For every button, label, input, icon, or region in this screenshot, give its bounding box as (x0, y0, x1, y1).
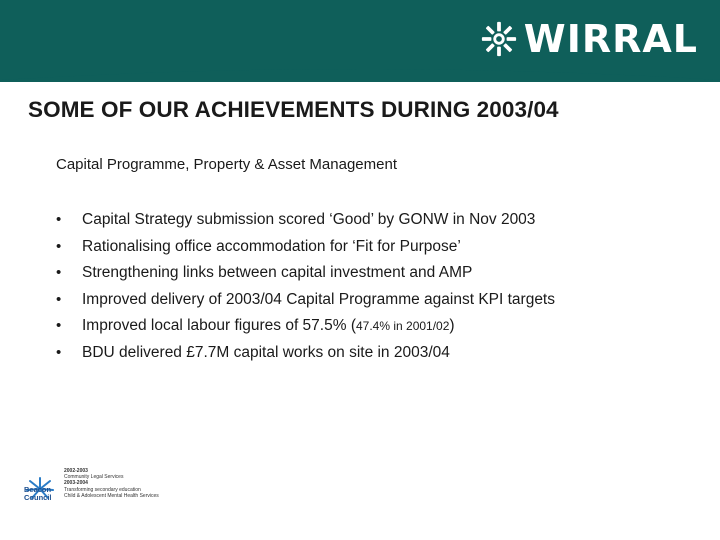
award-year: 2002-2003 (64, 468, 88, 474)
list-item (56, 291, 555, 318)
beacon-council-badge (24, 464, 174, 516)
list-item-text: Improved delivery of 2003/04 Capital Programme against KPI targets (82, 290, 555, 308)
wirral-logo (480, 14, 698, 64)
list-item (56, 211, 555, 238)
award-text: Child & Adolescent Mental Health Services (64, 492, 159, 499)
list-item-tail: ) (449, 317, 455, 334)
beacon-line-1: Beacon (24, 485, 52, 494)
header-curve (0, 62, 720, 92)
bullet-icon: • (56, 343, 62, 361)
achievement-list (56, 211, 555, 370)
bullet-icon: • (56, 237, 62, 255)
beacon-name (24, 486, 52, 502)
beacon-award-list (64, 468, 159, 499)
list-item-text: Rationalising office accommodation for ‘Fit for Purpose’ (82, 237, 461, 255)
beacon-line-2: Council (24, 493, 52, 502)
bullet-icon: • (56, 211, 62, 228)
slide-title: SOME OF OUR ACHIEVEMENTS DURING 2003/04 (28, 97, 559, 122)
list-item-text: BDU delivered £7.7M capital works on site in 2003/04 (82, 343, 450, 361)
list-item (56, 238, 555, 265)
award-year: 2003-2004 (64, 480, 88, 487)
list-item-note: 47.4% in 2001/02 (355, 319, 450, 333)
list-item (56, 344, 555, 371)
award-text: Community Legal Services (64, 474, 124, 481)
list-item-text (82, 317, 455, 335)
list-item-text: Strengthening links between capital investment and AMP (82, 264, 473, 281)
slide-subtitle: Capital Programme, Property & Asset Management (56, 156, 397, 173)
list-item-text: Capital Strategy submission scored ‘Good’ by GONW in Nov 2003 (82, 211, 536, 228)
bullet-icon: • (56, 264, 62, 281)
list-item (56, 317, 555, 344)
bullet-icon: • (56, 290, 62, 308)
list-item-main: Improved local labour figures of 57.5% ( (82, 317, 356, 334)
list-item (56, 264, 555, 291)
logo-wordmark: WIRRAL (523, 17, 698, 61)
wirral-flower-icon (480, 20, 518, 58)
award-text: Transforming secondary education (64, 486, 141, 493)
bullet-icon: • (56, 317, 62, 334)
